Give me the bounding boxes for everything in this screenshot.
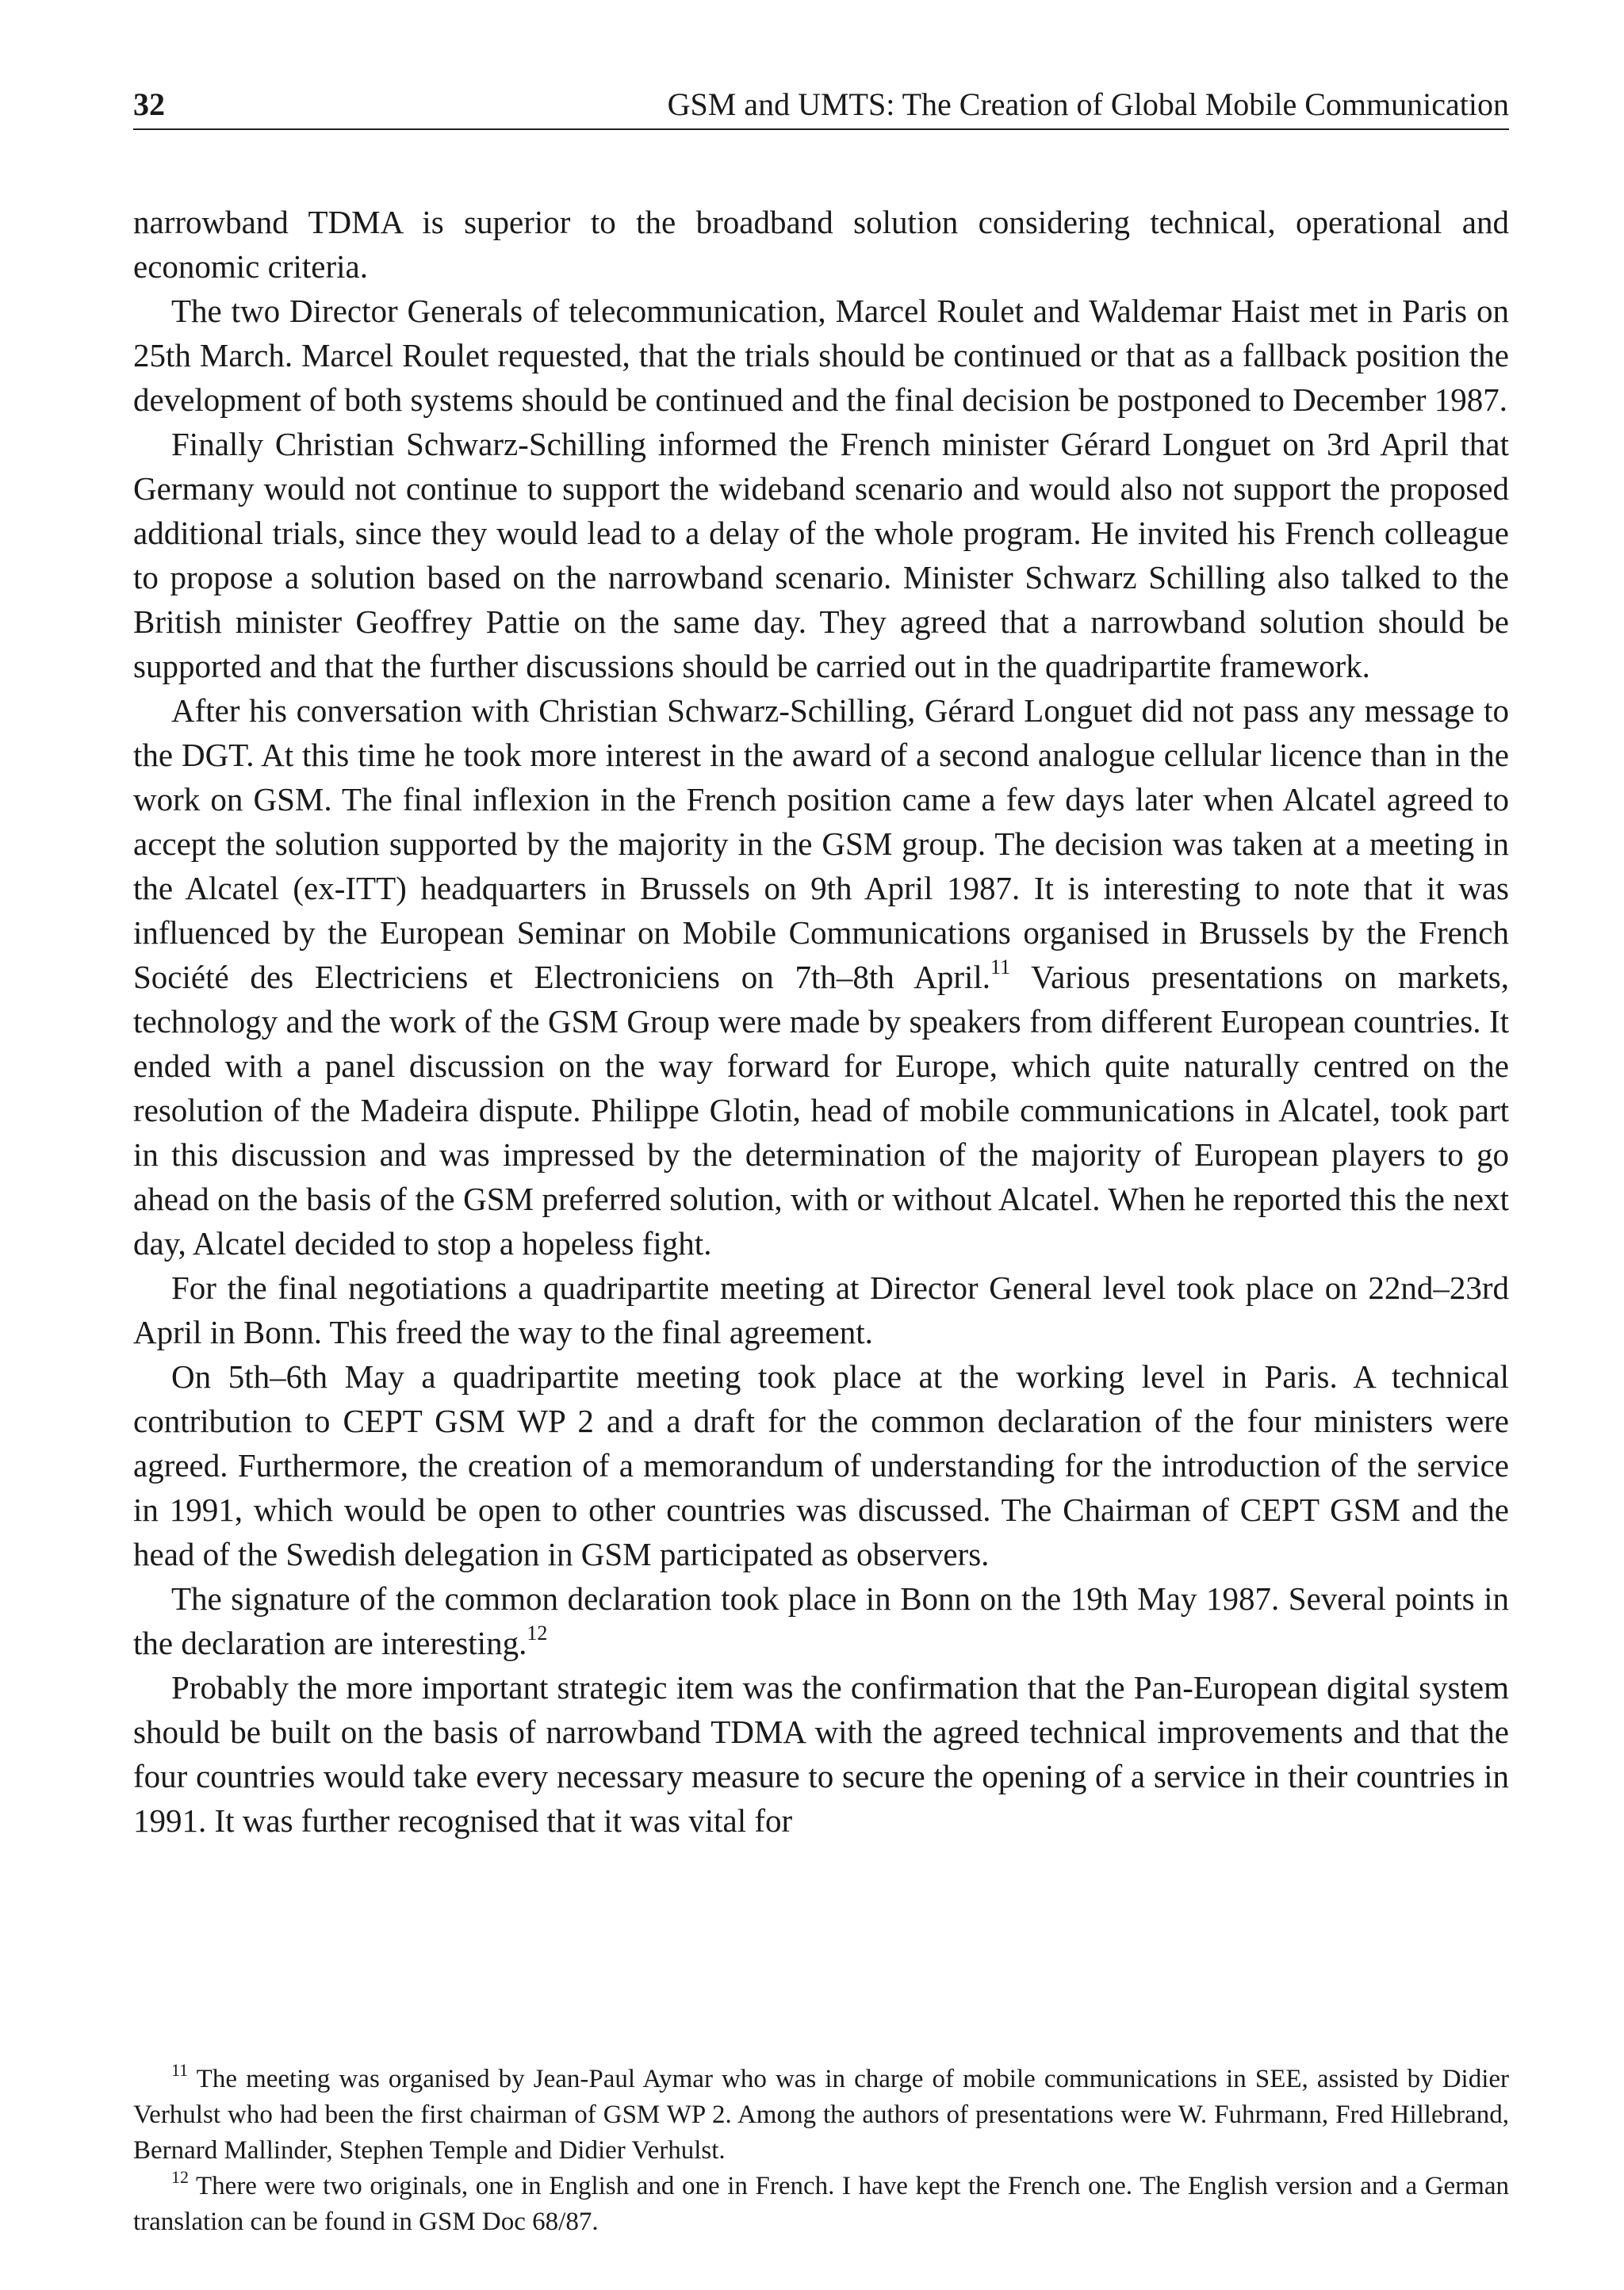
paragraph-4 bbox=[133, 688, 1509, 1266]
paragraph-7-text: The signature of the common declaration took place in Bonn on the 19th May 1987. Several points in the declaration are interesting. bbox=[133, 1580, 1509, 1661]
paragraph-8: Probably the more important strategic item was the confirmation that the Pan-European digital system should be built on the basis of narrowband TDMA with the agreed technical improvements and that the four countries would take every necessary measure to secure the opening of a service in their countries in 1991. It was further recognised that it was vital for bbox=[133, 1669, 1509, 1839]
footnote-12-text: There were two originals, one in English and one in French. I have kept the French one. The English version and a German translation can be found in GSM Doc 68/87. bbox=[133, 2172, 1509, 2236]
page-number: 32 bbox=[133, 86, 165, 122]
body-text bbox=[133, 200, 1509, 1843]
paragraph-4-part-1: After his conversation with Christian Schwarz-Schilling, Gérard Longuet did not pass any message to the DGT. At this time he took more interest in the award of a second analogue cellular licence than in the work on GSM. The final inflexion in the French position came a few days later when Alcatel agreed to accept the solution supported by the majority in the GSM group. The decision was taken at a meeting in the Alcatel (ex-ITT) headquarters in Brussels on 9th April 1987. It is interesting to note that it was influenced by the European Seminar on Mobile Communications organised in Brussels by the French Société des Electriciens et Electroniciens on 7th–8th April. bbox=[133, 692, 1509, 995]
running-title: GSM and UMTS: The Creation of Global Mobile Communication bbox=[667, 86, 1509, 122]
paragraph-3: Finally Christian Schwarz-Schilling informed the French minister Gérard Longuet on 3rd April that Germany would not continue to support the wideband scenario and would also not support the proposed additional trials, since they would lead to a delay of the whole program. He invited his French colleague to propose a solution based on the narrowband scenario. Minister Schwarz Schilling also talked to the British minister Geoffrey Pattie on the same day. They agreed that a narrowband solution should be supported and that the further discussions should be carried out in the quadripartite framework. bbox=[133, 426, 1509, 684]
footnote-mark-12: 12 bbox=[171, 2167, 189, 2187]
running-header bbox=[133, 82, 1509, 130]
paragraph-4-part-2: Various presentations on markets, technology and the work of the GSM Group were made by speakers from different European countries. It ended with a panel discussion on the way forward for Europe, which quite naturally centred on the resolution of the Madeira dispute. Philippe Glotin, head of mobile communications in Alcatel, took part in this discussion and was impressed by the determination of the majority of European players to go ahead on the basis of the GSM preferred solution, with or without Alcatel. When he reported this the next day, Alcatel decided to stop a hopeless fight. bbox=[133, 959, 1509, 1262]
paragraph-1: narrowband TDMA is superior to the broadband solution considering technical, operational and economic criteria. bbox=[133, 204, 1509, 285]
footnote-mark-11: 11 bbox=[171, 2060, 189, 2080]
footnote-reference-11[interactable]: 11 bbox=[990, 955, 1011, 978]
paragraph-5: For the final negotiations a quadripartite meeting at Director General level took place on 22nd–23rd April in Bonn. This freed the way to the final agreement. bbox=[133, 1269, 1509, 1350]
footnotes bbox=[133, 2062, 1509, 2240]
paragraph-2: The two Director Generals of telecommunication, Marcel Roulet and Waldemar Haist met in Paris on 25th March. Marcel Roulet requested, that the trials should be continued or that as a fallback position the development of both systems should be continued and the final decision be postponed to December 1987. bbox=[133, 293, 1509, 418]
paragraph-6: On 5th–6th May a quadripartite meeting took place at the working level in Paris. A technical contribution to CEPT GSM WP 2 and a draft for the common declaration of the four ministers were agreed. Furthermore, the creation of a memorandum of understanding for the introduction of the service in 1991, which would be open to other countries was discussed. The Chairman of CEPT GSM and the head of the Swedish delegation in GSM participated as observers. bbox=[133, 1358, 1509, 1572]
footnote-11-text: The meeting was organised by Jean-Paul Aymar who was in charge of mobile communications in SEE, assisted by Didier Verhulst who had been the first chairman of GSM WP 2. Among the authors of presentations were W. Fuhrmann, Fred Hillebrand, Bernard Mallinder, Stephen Temple and Didier Verhulst. bbox=[133, 2065, 1509, 2165]
footnote-12 bbox=[133, 2169, 1509, 2240]
footnote-reference-12[interactable]: 12 bbox=[527, 1622, 548, 1645]
paragraph-7 bbox=[133, 1576, 1509, 1665]
footnote-11 bbox=[133, 2062, 1509, 2169]
